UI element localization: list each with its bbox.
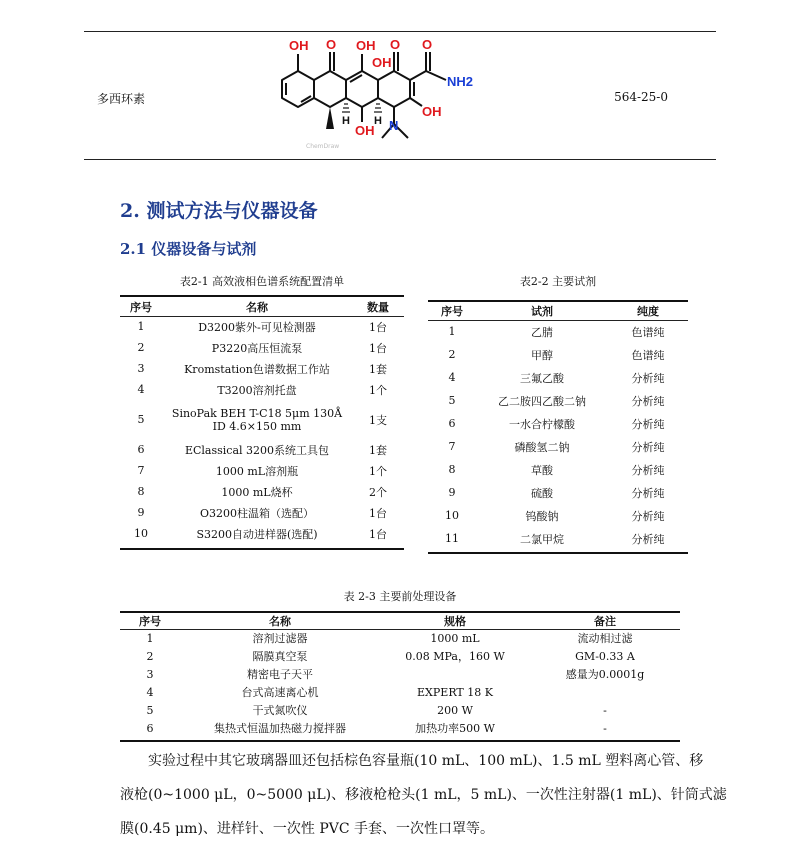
paragraph-line: 实验过程中其它玻璃器皿还包括棕色容量瓶(10 mL、100 mL)、1.5 mL 塑料离心管、移: [148, 753, 704, 769]
table3-header: 序号: [139, 614, 161, 628]
table2-header: 试剂: [531, 305, 553, 318]
struct-label-n: N: [389, 118, 399, 133]
table2-cell: 分析纯: [631, 532, 665, 546]
table3-cell: -: [603, 703, 607, 717]
table2-caption: 表2-2 主要试剂: [519, 275, 597, 288]
table3-cell: -: [603, 721, 607, 735]
table2-row: [428, 343, 688, 366]
paragraph-line: 液枪(0~1000 μL，0~5000 μL)、移液枪枪头(1 mL，5 mL)、一次性注射器(1 mL)、针筒式滤: [120, 787, 727, 803]
table2-header: 序号: [441, 305, 463, 318]
table1-cell: P3220高压恒流泵: [211, 341, 303, 355]
struct-label-o1: O: [326, 37, 337, 52]
compound-name: 多西环素: [97, 92, 146, 106]
table3-row: [120, 701, 680, 719]
table1-row: [120, 316, 404, 337]
table1-hplc-config: [120, 297, 404, 544]
table2-cell: 分析纯: [631, 371, 665, 385]
table1-cell: Kromstation色谱数据工作站: [184, 362, 330, 376]
cas-number: 564-25-0: [614, 90, 668, 104]
table3-cell: 0.08 MPa，160 W: [405, 650, 505, 663]
table2-cell: 4: [448, 371, 456, 384]
table3-cell: 5: [146, 703, 154, 717]
table1-cell: 1台: [369, 506, 387, 520]
table3-cell: 200 W: [437, 703, 473, 717]
struct-label-oh5: OH: [355, 123, 375, 138]
table3-pretreatment: [120, 612, 680, 737]
table3-cell: 加热功率500 W: [415, 722, 495, 735]
struct-label-o2: O: [390, 37, 401, 52]
table3-header: 规格: [444, 614, 466, 628]
table1-cell: 4: [137, 383, 145, 396]
table3-cell: 1000 mL: [430, 631, 480, 645]
table1-row: [120, 379, 404, 400]
table2-cell: 分析纯: [631, 417, 665, 431]
paragraph-line: 膜(0.45 μm)、进样针、一次性 PVC 手套、一次性口罩等。: [120, 821, 495, 837]
table2-cell: 乙腈: [531, 325, 553, 339]
table1-cell: 1台: [369, 341, 387, 355]
table2-cell: 分析纯: [631, 463, 665, 477]
table1-cell: 7: [137, 464, 145, 477]
table1-cell: 1000 mL溶剂瓶: [215, 464, 299, 478]
table1-cell: 5: [137, 413, 145, 426]
struct-label-oh4: OH: [422, 104, 442, 119]
table1-row: [120, 358, 404, 379]
table2-cell: 1: [448, 325, 456, 338]
table2-cell: 9: [448, 486, 456, 499]
table2-row: [428, 366, 688, 389]
table1-cell: 6: [137, 443, 145, 456]
table1-cell: 10: [134, 527, 148, 540]
table2-cell: 二氯甲烷: [520, 532, 564, 546]
table2-cell: 硫酸: [531, 486, 553, 500]
table2-reagents: [428, 302, 688, 550]
table3-cell: [530, 683, 680, 701]
table1-cell: 1套: [369, 443, 387, 457]
table2-cell: 一水合柠檬酸: [509, 417, 575, 431]
table1-row: [120, 337, 404, 358]
table3-cell: EXPERT 18 K: [417, 685, 493, 699]
table2-row: [428, 504, 688, 527]
table3-cell: GM-0.33 A: [575, 649, 635, 663]
table3-cell: 4: [146, 685, 154, 699]
table1-cell: T3200溶剂托盘: [217, 383, 297, 397]
table1-cell: 1000 mL烧杯: [221, 485, 293, 499]
table1-cell: 1支: [369, 413, 387, 427]
table2-row: [428, 435, 688, 458]
struct-label-h1: H: [342, 115, 350, 127]
table1-cell: 3: [137, 362, 145, 375]
table1-cell: 1台: [369, 320, 387, 334]
chemdraw-watermark: ChemDraw: [306, 143, 340, 150]
table1-row: [120, 439, 404, 460]
table3-cell: 干式氮吹仪: [252, 704, 308, 717]
table2-cell: 分析纯: [631, 486, 665, 500]
table2-row: [428, 412, 688, 435]
table1-row: [120, 523, 404, 544]
table1-cell: O3200柱温箱（选配）: [199, 506, 314, 520]
table1-cell: 2个: [369, 485, 387, 499]
table3-cell: 集热式恒温加热磁力搅拌器: [214, 722, 346, 735]
table2-row: [428, 527, 688, 550]
header-bottom-rule: [84, 159, 716, 160]
table2-cell: 色谱纯: [631, 348, 665, 362]
table1-cell: S3200自动进样器(选配): [196, 527, 318, 541]
struct-label-oh1: OH: [289, 38, 309, 53]
table2-cell: 钨酸钠: [525, 509, 559, 523]
table2-cell: 磷酸氢二钠: [514, 440, 570, 454]
table1-cell: 1个: [369, 383, 387, 397]
table1-header: 数量: [367, 300, 389, 314]
table2-row: [428, 458, 688, 481]
table2-cell: 10: [445, 509, 459, 522]
struct-label-oh3: OH: [372, 55, 392, 70]
table3-cell: [380, 665, 530, 683]
table3-cell: 台式高速离心机: [241, 686, 319, 699]
struct-label-h2: H: [374, 115, 382, 127]
struct-label-o3: O: [422, 37, 433, 52]
table1-caption: 表2-1 高效液相色谱系统配置清单: [179, 275, 345, 288]
table1-cell: D3200紫外-可见检测器: [198, 320, 316, 334]
table1-cell: 2: [137, 341, 145, 354]
table3-cell: 3: [146, 667, 154, 681]
table3-cell: 精密电子天平: [247, 668, 313, 681]
subsection-title: 2.1 仪器设备与试剂: [120, 240, 257, 258]
table3-row: [120, 665, 680, 683]
table3-caption: 表 2-3 主要前处理设备: [343, 590, 457, 603]
table1-header: 序号: [130, 300, 152, 314]
table1-cell: 1个: [369, 464, 387, 478]
table3-cell: 溶剂过滤器: [252, 632, 308, 645]
table1-row: [120, 481, 404, 502]
table2-cell: 11: [445, 532, 459, 545]
table2-cell: 草酸: [531, 463, 553, 477]
table1-header: 名称: [246, 300, 268, 314]
table3-row: [120, 683, 680, 701]
table2-header: 纯度: [637, 305, 659, 318]
table2-row: [428, 389, 688, 412]
table2-cell: 6: [448, 417, 456, 430]
table3-cell: 隔膜真空泵: [252, 650, 308, 663]
table2-cell: 8: [448, 463, 456, 476]
doxycycline-structure: [262, 34, 492, 156]
table1-row: [120, 460, 404, 481]
table3-cell: 1: [146, 631, 154, 645]
section-title: 2. 测试方法与仪器设备: [120, 200, 318, 222]
table1-cell: SinoPak BEH T-C18 5μm 130Å ID 4.6×150 mm: [171, 406, 343, 433]
table2-cell: 甲醇: [531, 348, 553, 362]
table2-cell: 色谱纯: [631, 325, 665, 339]
table2-cell: 三氟乙酸: [520, 371, 564, 385]
struct-label-oh2: OH: [356, 38, 376, 53]
table2-cell: 5: [448, 394, 456, 407]
table1-cell: EClassical 3200系统工具包: [184, 443, 330, 457]
table3-cell: 感量为0.0001g: [565, 668, 645, 681]
table3-row: [120, 629, 680, 647]
table2-cell: 分析纯: [631, 394, 665, 408]
table1-cell: 8: [137, 485, 145, 498]
table2-row: [428, 320, 688, 343]
table3-cell: 2: [146, 649, 154, 663]
table1-row: [120, 502, 404, 523]
table1-cell: 9: [137, 506, 145, 519]
table1-cell: 1套: [369, 362, 387, 376]
table3-row: [120, 647, 680, 665]
table2-cell: 7: [448, 440, 456, 453]
table3-header: 备注: [594, 614, 616, 628]
table3-header: 名称: [269, 614, 291, 628]
table1-cell: 1: [137, 320, 145, 333]
struct-label-nh2: NH2: [447, 74, 474, 89]
header-top-rule: [84, 31, 716, 32]
table3-cell: 流动相过滤: [577, 632, 633, 645]
table3-cell: 6: [146, 721, 154, 735]
table1-row: [120, 400, 404, 439]
body-paragraph: [120, 744, 727, 846]
table2-cell: 2: [448, 348, 456, 361]
table2-cell: 分析纯: [631, 509, 665, 523]
table2-cell: 乙二胺四乙酸二钠: [498, 394, 586, 408]
table1-cell: 1台: [369, 527, 387, 541]
table2-row: [428, 481, 688, 504]
table3-row: [120, 719, 680, 737]
table2-cell: 分析纯: [631, 440, 665, 454]
